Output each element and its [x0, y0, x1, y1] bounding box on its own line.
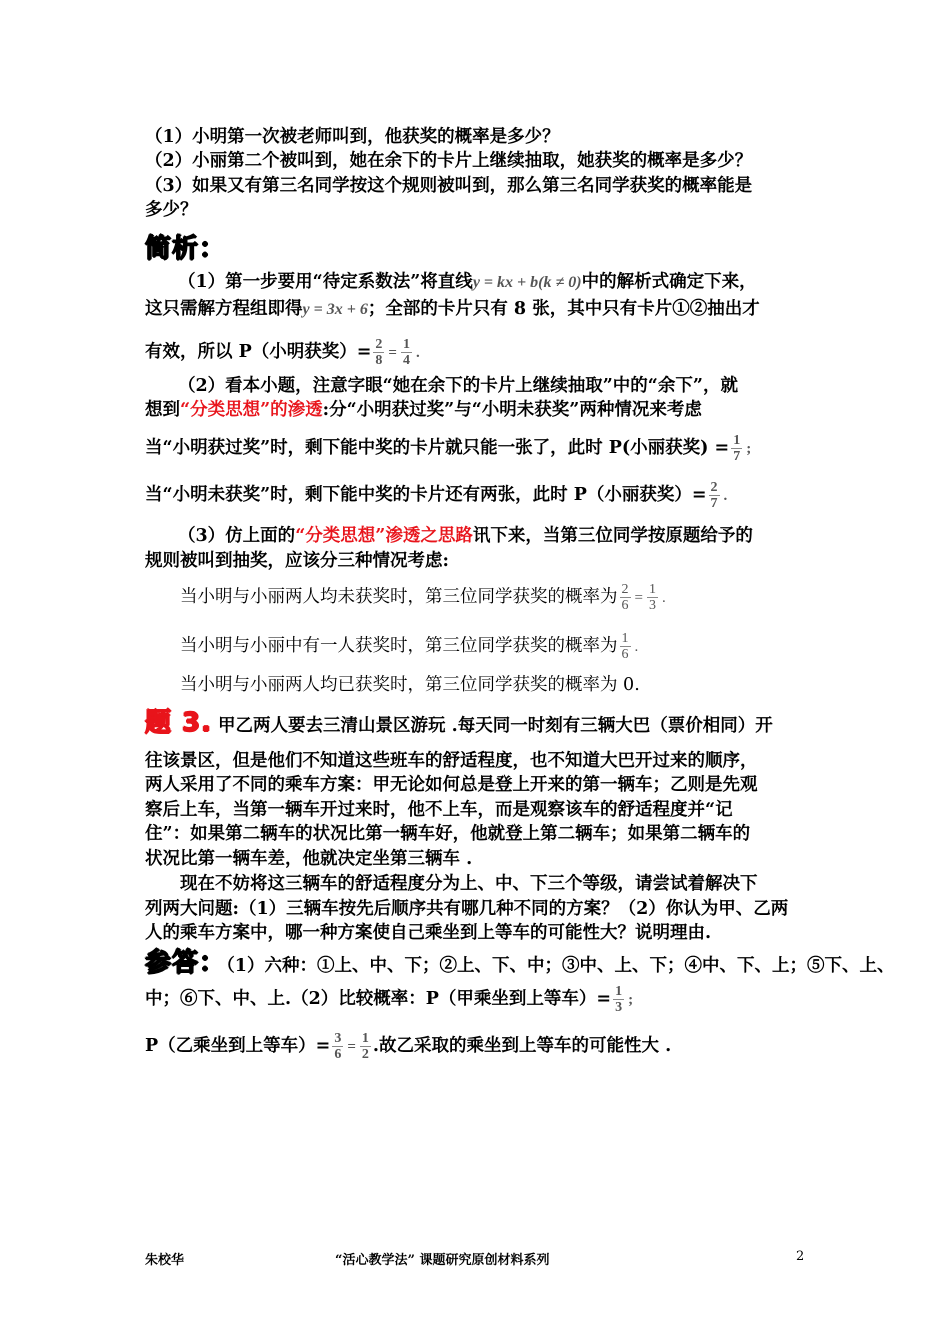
problem-3-line-9: 人的乘车方案中，哪一种方案使自己乘坐到上等车的可能性大？说明理由. [145, 923, 712, 943]
problem-3-line-2: 往该景区，但是他们不知道这些班车的舒适程度，也不知道大巴开过来的顺序， [145, 751, 758, 771]
highlight-classification-idea: “分类思想”的渗透 [180, 400, 323, 420]
analysis-p2-line-2: 想到“分类思想”的渗透:分“小明获过奖”与“小明未获奖”两种情况来考虑 [145, 400, 702, 420]
answer-line-3: P（乙乘坐到上等车）= $\frac{3}{6}$ = $\frac{1}{2}$ .故乙采取的乘坐到上等车的可能性大 . [145, 1031, 672, 1062]
fraction: $\frac{2}{7}$ [710, 480, 718, 511]
problem-3-line-3: 两人采用了不同的乘车方案：甲无论如何总是登上开来的第一辆车；乙则是先观 [145, 775, 758, 795]
problem-3-line-5: 住”：如果第二辆车的状况比第一辆车好，他就登上第二辆车；如果第二辆车的 [145, 824, 751, 844]
fraction: $\frac{2}{6}$ [621, 582, 629, 613]
case-3: 当小明与小丽两人均已获奖时，第三位同学获奖的概率为 0. [180, 675, 640, 695]
case-2: 当小明与小丽中有一人获奖时，第三位同学获奖的概率为 $\frac{1}{6}$ . [180, 631, 639, 662]
problem-3-line-1: 题 3. 甲乙两人要去三清山景区游玩 .每天同一时刻有三辆大巴（票价相同）开 [145, 708, 773, 738]
analysis-p3-line-1: （3）仿上面的“分类思想”渗透之思路讯下来，当第三位同学按原题给予的 [178, 526, 753, 546]
fraction: $\frac{1}{6}$ [621, 631, 629, 662]
line-equation: y = kx + b(k ≠ 0) [472, 274, 582, 291]
problem-3-line-4: 察后上车，当第一辆车开过来时，他不上车，而是观察该车的舒适程度并“记 [145, 800, 733, 820]
analysis-p1-line-3: 有效，所以 P（小明获奖）= $\frac{2}{8}$ = $\frac{1}{4}$ . [145, 337, 420, 368]
analysis-heading: 简析： [145, 234, 227, 264]
answer-heading: 参答： [145, 948, 227, 978]
fraction: $\frac{3}{6}$ [334, 1031, 342, 1062]
analysis-p2-line-4: 当“小明未获奖”时，剩下能中奖的卡片还有两张，此时 P（小丽获奖）= $\frac{2}{7}$ . [145, 480, 728, 511]
footer-author: 朱校华 [145, 1253, 185, 1268]
analysis-p2-line-3: 当“小明获过奖”时，剩下能中奖的卡片就只能一张了，此时 P(小丽获奖) = $\frac{1}{7}$ ; [145, 433, 752, 464]
fraction: $\frac{1}{4}$ [402, 337, 410, 368]
case-1: 当小明与小丽两人均未获奖时，第三位同学获奖的概率为 $\frac{2}{6}$ = $\frac{1}{3}$ . [180, 582, 666, 613]
question-2: （2）小丽第二个被叫到，她在余下的卡片上继续抽取，她获奖的概率是多少？ [145, 151, 753, 171]
footer-series-title: “活心教学法” 课题研究原创材料系列 [335, 1253, 550, 1268]
fraction: $\frac{2}{8}$ [375, 337, 383, 368]
problem-3-heading: 题 3. [145, 708, 213, 738]
analysis-p3-line-2: 规则被叫到抽奖，应该分三种情况考虑: [145, 551, 449, 571]
solved-equation: y = 3x + 6 [302, 301, 368, 318]
fraction: $\frac{1}{2}$ [361, 1031, 369, 1062]
problem-3-line-7: 现在不妨将这三辆车的舒适程度分为上、中、下三个等级，请尝试着解决下 [180, 874, 758, 894]
analysis-p2-line-1: （2）看本小题，注意字眼“她在余下的卡片上继续抽取”中的“余下”，就 [178, 376, 738, 396]
question-3-line-2: 多少？ [145, 200, 198, 220]
analysis-p1-line-2: 这只需解方程组即得y = 3x + 6；全部的卡片只有 8 张，其中只有卡片①②抽出才 [145, 299, 760, 319]
highlight-classification-approach: “分类思想”渗透之思路 [295, 526, 473, 546]
question-1: （1）小明第一次被老师叫到，他获奖的概率是多少？ [145, 127, 560, 147]
fraction: $\frac{1}{7}$ [733, 433, 741, 464]
answer-line-2: 中；⑥下、中、上.（2）比较概率：P（甲乘坐到上等车）= $\frac{1}{3}$ ; [145, 984, 634, 1015]
analysis-p1-line-1: （1）第一步要用“待定系数法”将直线y = kx + b(k ≠ 0)中的解析式确定下来， [178, 272, 757, 292]
problem-3-line-6: 状况比第一辆车差，他就决定坐第三辆车 . [145, 849, 473, 869]
problem-3-line-8: 列两大问题:（1）三辆车按先后顺序共有哪几种不同的方案？（2）你认为甲、乙两 [145, 899, 789, 919]
fraction: $\frac{1}{3}$ [648, 582, 656, 613]
answer-line-1: 参答：（1）六种：①上、中、下；②上、下、中；③中、上、下；④中、下、上；⑤下、上、 [145, 948, 895, 978]
fraction: $\frac{1}{3}$ [615, 984, 623, 1015]
page-number: 2 [796, 1249, 805, 1264]
question-3-line-1: （3）如果又有第三名同学按这个规则被叫到，那么第三名同学获奖的概率能是 [145, 176, 753, 196]
